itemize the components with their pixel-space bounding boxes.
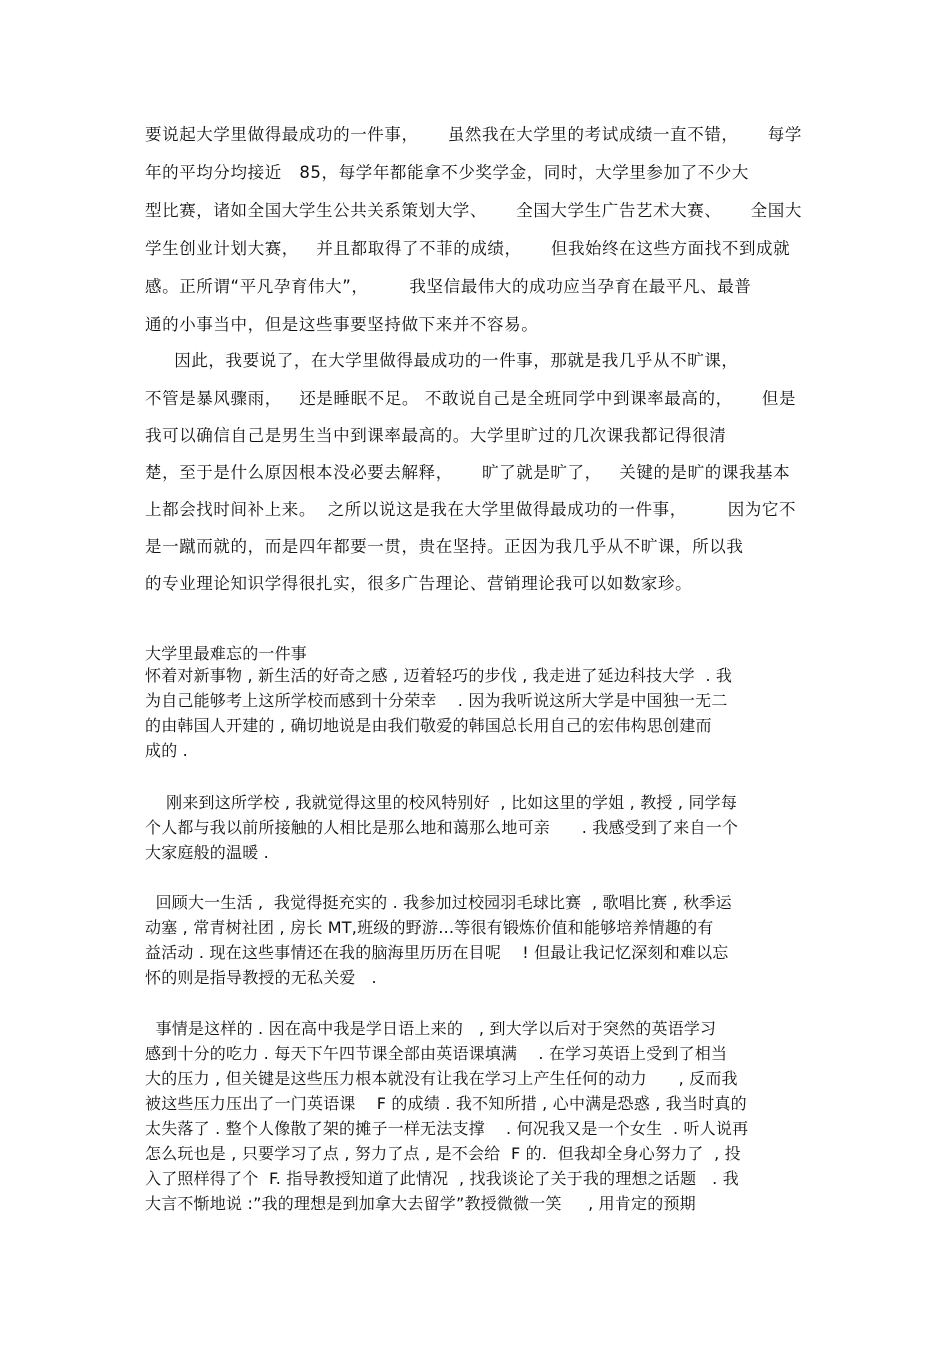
paragraph-line: 不管是暴风骤雨， 还是睡眠不足。 不敢说自己是全班同学中到课率最高的， 但是 <box>145 389 797 408</box>
paragraph-line: 回顾大一生活 , 我觉得挺充实的 . 我参加过校园羽毛球比赛 , 歌唱比赛 , 秋季运 <box>145 893 732 912</box>
paragraph-line: 入了照样得了个 F. 指导教授知道了此情况 , 找我谈论了关于我的理想之话题 . 我 <box>145 1169 739 1188</box>
paragraph-line: 怀着对新事物 , 新生活的好奇之感 , 迈着轻巧的步伐 , 我走进了延边科技大学 . 我 <box>145 666 733 685</box>
paragraph-line: 怎么玩也是 , 只要学习了点 , 努力了点 , 是不会给 F 的. 但我却全身心努力了 , 投 <box>145 1144 741 1163</box>
paragraph-line: 个人都与我以前所接触的人相比是那么地和蔼那么地可亲 . 我感受到了来自一个 <box>145 818 739 837</box>
paragraph-line: 的由韩国人开建的 , 确切地说是由我们敬爱的韩国总长用自己的宏伟构思创建而 <box>145 716 712 735</box>
paragraph-line: 楚，至于是什么原因根本没必要去解释， 旷了就是旷了， 关键的是旷的课我基本 <box>145 463 791 482</box>
paragraph-line: 是一蹴而就的，而是四年都要一贯，贵在坚持。正因为我几乎从不旷课，所以我 <box>145 537 744 556</box>
paragraph-line: 要说起大学里做得最成功的一件事， 虽然我在大学里的考试成绩一直不错， 每学 <box>145 125 802 144</box>
paragraph-line: 成的 . <box>145 741 188 760</box>
paragraph-line: 为自己能够考上这所学校而感到十分荣幸 . 因为我听说这所大学是中国独一无二 <box>145 691 728 710</box>
paragraph-line: 被这些压力压出了一门英语课 F 的成绩 . 我不知所措 , 心中满是恐惑 , 我当时真的 <box>145 1094 747 1113</box>
paragraph-line: 大言不惭地说 :”我的理想是到加拿大去留学”教授微微一笑 , 用肯定的预期 <box>145 1194 696 1213</box>
paragraph-line: 怀的则是指导教授的无私关爱 . <box>145 968 377 987</box>
paragraph-line: 通的小事当中，但是这些事要坚持做下来并不容易。 <box>145 315 539 334</box>
section-title: 大学里最难忘的一件事 <box>145 644 308 663</box>
paragraph-line: 刚来到这所学校 , 我就觉得这里的校风特别好 , 比如这里的学姐 , 教授 , 同学每 <box>145 793 738 812</box>
paragraph-line: 因此，我要说了，在大学里做得最成功的一件事，那就是我几乎从不旷课， <box>145 351 739 370</box>
paragraph-line: 太失落了 . 整个人像散了架的摊子一样无法支撑 . 何况我又是一个女生 . 听人说再 <box>145 1119 749 1138</box>
paragraph-line: 大的压力 , 但关键是这些压力根本就没有让我在学习上产生任何的动力 , 反而我 <box>145 1069 738 1088</box>
paragraph-line: 动塞 , 常青树社团 , 房长 MT,班级的野游…等很有锻炼价值和能够培养情趣的有 <box>145 918 714 937</box>
paragraph-line: 益活动 . 现在这些事情还在我的脑海里历历在目呢 ! 但最让我记忆深刻和难以忘 <box>145 943 729 962</box>
paragraph-line: 年的平均分均接近 85，每学年都能拿不少奖学金，同时，大学里参加了不少大 <box>145 163 750 182</box>
paragraph-line: 学生创业计划大赛， 并且都取得了不菲的成绩， 但我始终在这些方面找不到成就 <box>145 239 791 258</box>
paragraph-line: 上都会找时间补上来。 之所以说这是我在大学里做得最成功的一件事， 因为它不 <box>145 500 797 519</box>
paragraph-line: 的专业理论知识学得很扎实，很多广告理论、营销理论我可以如数家珍。 <box>145 574 693 593</box>
paragraph-line: 大家庭般的温暖 . <box>145 843 269 862</box>
paragraph-line: 事情是这样的 . 因在高中我是学日语上来的 , 到大学以后对于突然的英语学习 <box>145 1019 717 1038</box>
paragraph-line: 型比赛，诸如全国大学生公共关系策划大学、 全国大学生广告艺术大赛、 全国大 <box>145 201 802 220</box>
paragraph-line: 感。正所谓“平凡孕育伟大”， 我坚信最伟大的成功应当孕育在最平凡、最普 <box>145 277 752 296</box>
paragraph-line: 我可以确信自己是男生当中到课率最高的。大学里旷过的几次课我都记得很清 <box>145 426 727 445</box>
paragraph-line: 感到十分的吃力 . 每天下午四节课全部由英语课填满 . 在学习英语上受到了相当 <box>145 1044 728 1063</box>
